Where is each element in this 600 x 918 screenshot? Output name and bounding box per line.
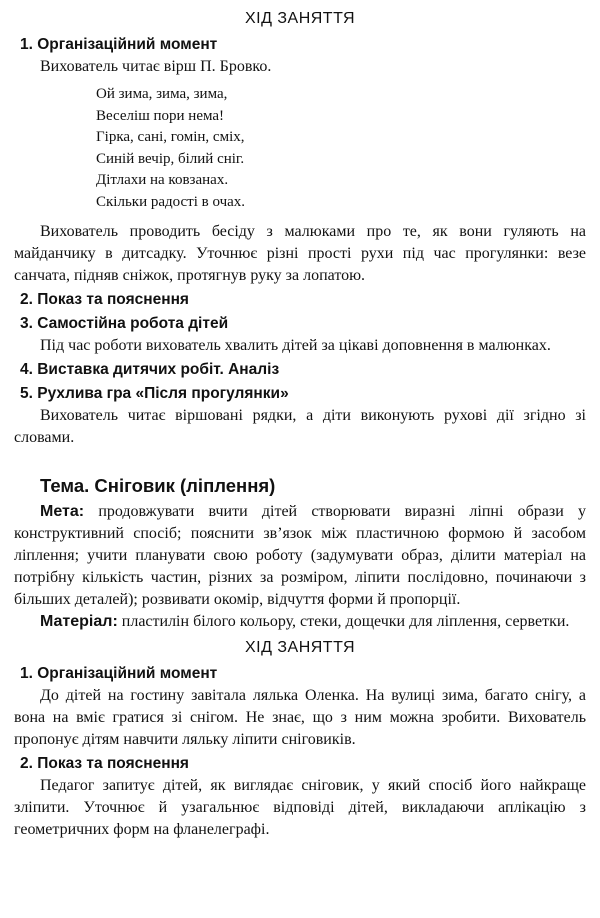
poem-line: Ой зима, зима, зима, (96, 86, 228, 102)
step-1-text-2: До дітей на гостину завітала лялька Оленка. На вулиці зима, багато снігу, а вона на вміє гратися зі снігом. Не знає, що з ним можна зробити. Вихователь пропонує дітям навчити ляльку ліпити сніговиків. (14, 687, 586, 748)
step-3-title: 3. Самостійна робота дітей (20, 315, 229, 332)
material-text: пластилін білого кольору, стеки, дощечки для ліплення, серветки. (121, 613, 570, 630)
conversation-paragraph: Вихователь проводить бесіду з малюками про те, як вони гуляють на майданчику в дитсадку. Уточнює різні прості рухи під час прогулянки: везе санчата, підняв сніжок, протягнув руку за лопатою. (14, 223, 586, 284)
lesson-heading-2: ХІД ЗАНЯТТЯ (244, 639, 356, 656)
poem-line: Скільки радості в очах. (96, 193, 246, 210)
goal-text: продовжувати вчити дітей створювати виразні ліпні образи у конструктивний спосіб; пояснити зв’язок між пластичною формою й засобом ліплення; учити планувати свою роботу (задумувати образ, ділити матеріал на потрібну кількість частин, різних за розміром, ліпити послідовно, починаючи з більших деталей); розвивати окомір, відчуття форми й пропорції. (14, 503, 587, 608)
topic-title: Тема. Сніговик (ліплення) (40, 475, 276, 496)
step-5-title: 5. Рухлива гра «Після прогулянки» (20, 385, 289, 402)
lesson-heading-1: ХІД ЗАНЯТТЯ (244, 10, 356, 27)
poem-line: Синій вечір, білий сніг. (96, 150, 245, 167)
step-1-title-2: 1. Організаційний момент (20, 665, 218, 682)
step-2-title: 2. Показ та пояснення (20, 291, 189, 308)
poem-line: Дітлахи на ковзанах. (96, 172, 229, 188)
poem (96, 84, 586, 213)
goal-paragraph (14, 501, 586, 611)
step-2-title-2: 2. Показ та пояснення (20, 755, 189, 772)
step-5-text: Вихователь читає віршовані рядки, а діти виконують рухові дії згідно зі словами. (14, 407, 586, 446)
material-label: Матеріал: (40, 613, 118, 630)
step-2-text-2: Педагог запитує дітей, як виглядає сніговик, у який спосіб його найкраще зліпити. Уточнює й узагальнює відповіді дітей, викладаючи аплікацію з геометричних форм на фланелеграфі. (14, 777, 586, 838)
step-1-title: 1. Організаційний момент (20, 36, 218, 53)
material-paragraph (14, 611, 586, 633)
step-1-text: Вихователь читає вірш П. Бровко. (40, 58, 272, 75)
step-3-text: Під час роботи вихователь хвалить дітей за цікаві доповнення в малюнках. (40, 337, 551, 354)
poem-line: Веселіш пори нема! (96, 107, 225, 124)
step-4-title: 4. Виставка дитячих робіт. Аналіз (20, 361, 280, 378)
goal-label: Мета: (40, 503, 85, 520)
poem-line: Гірка, сані, гомін, сміх, (96, 129, 245, 145)
